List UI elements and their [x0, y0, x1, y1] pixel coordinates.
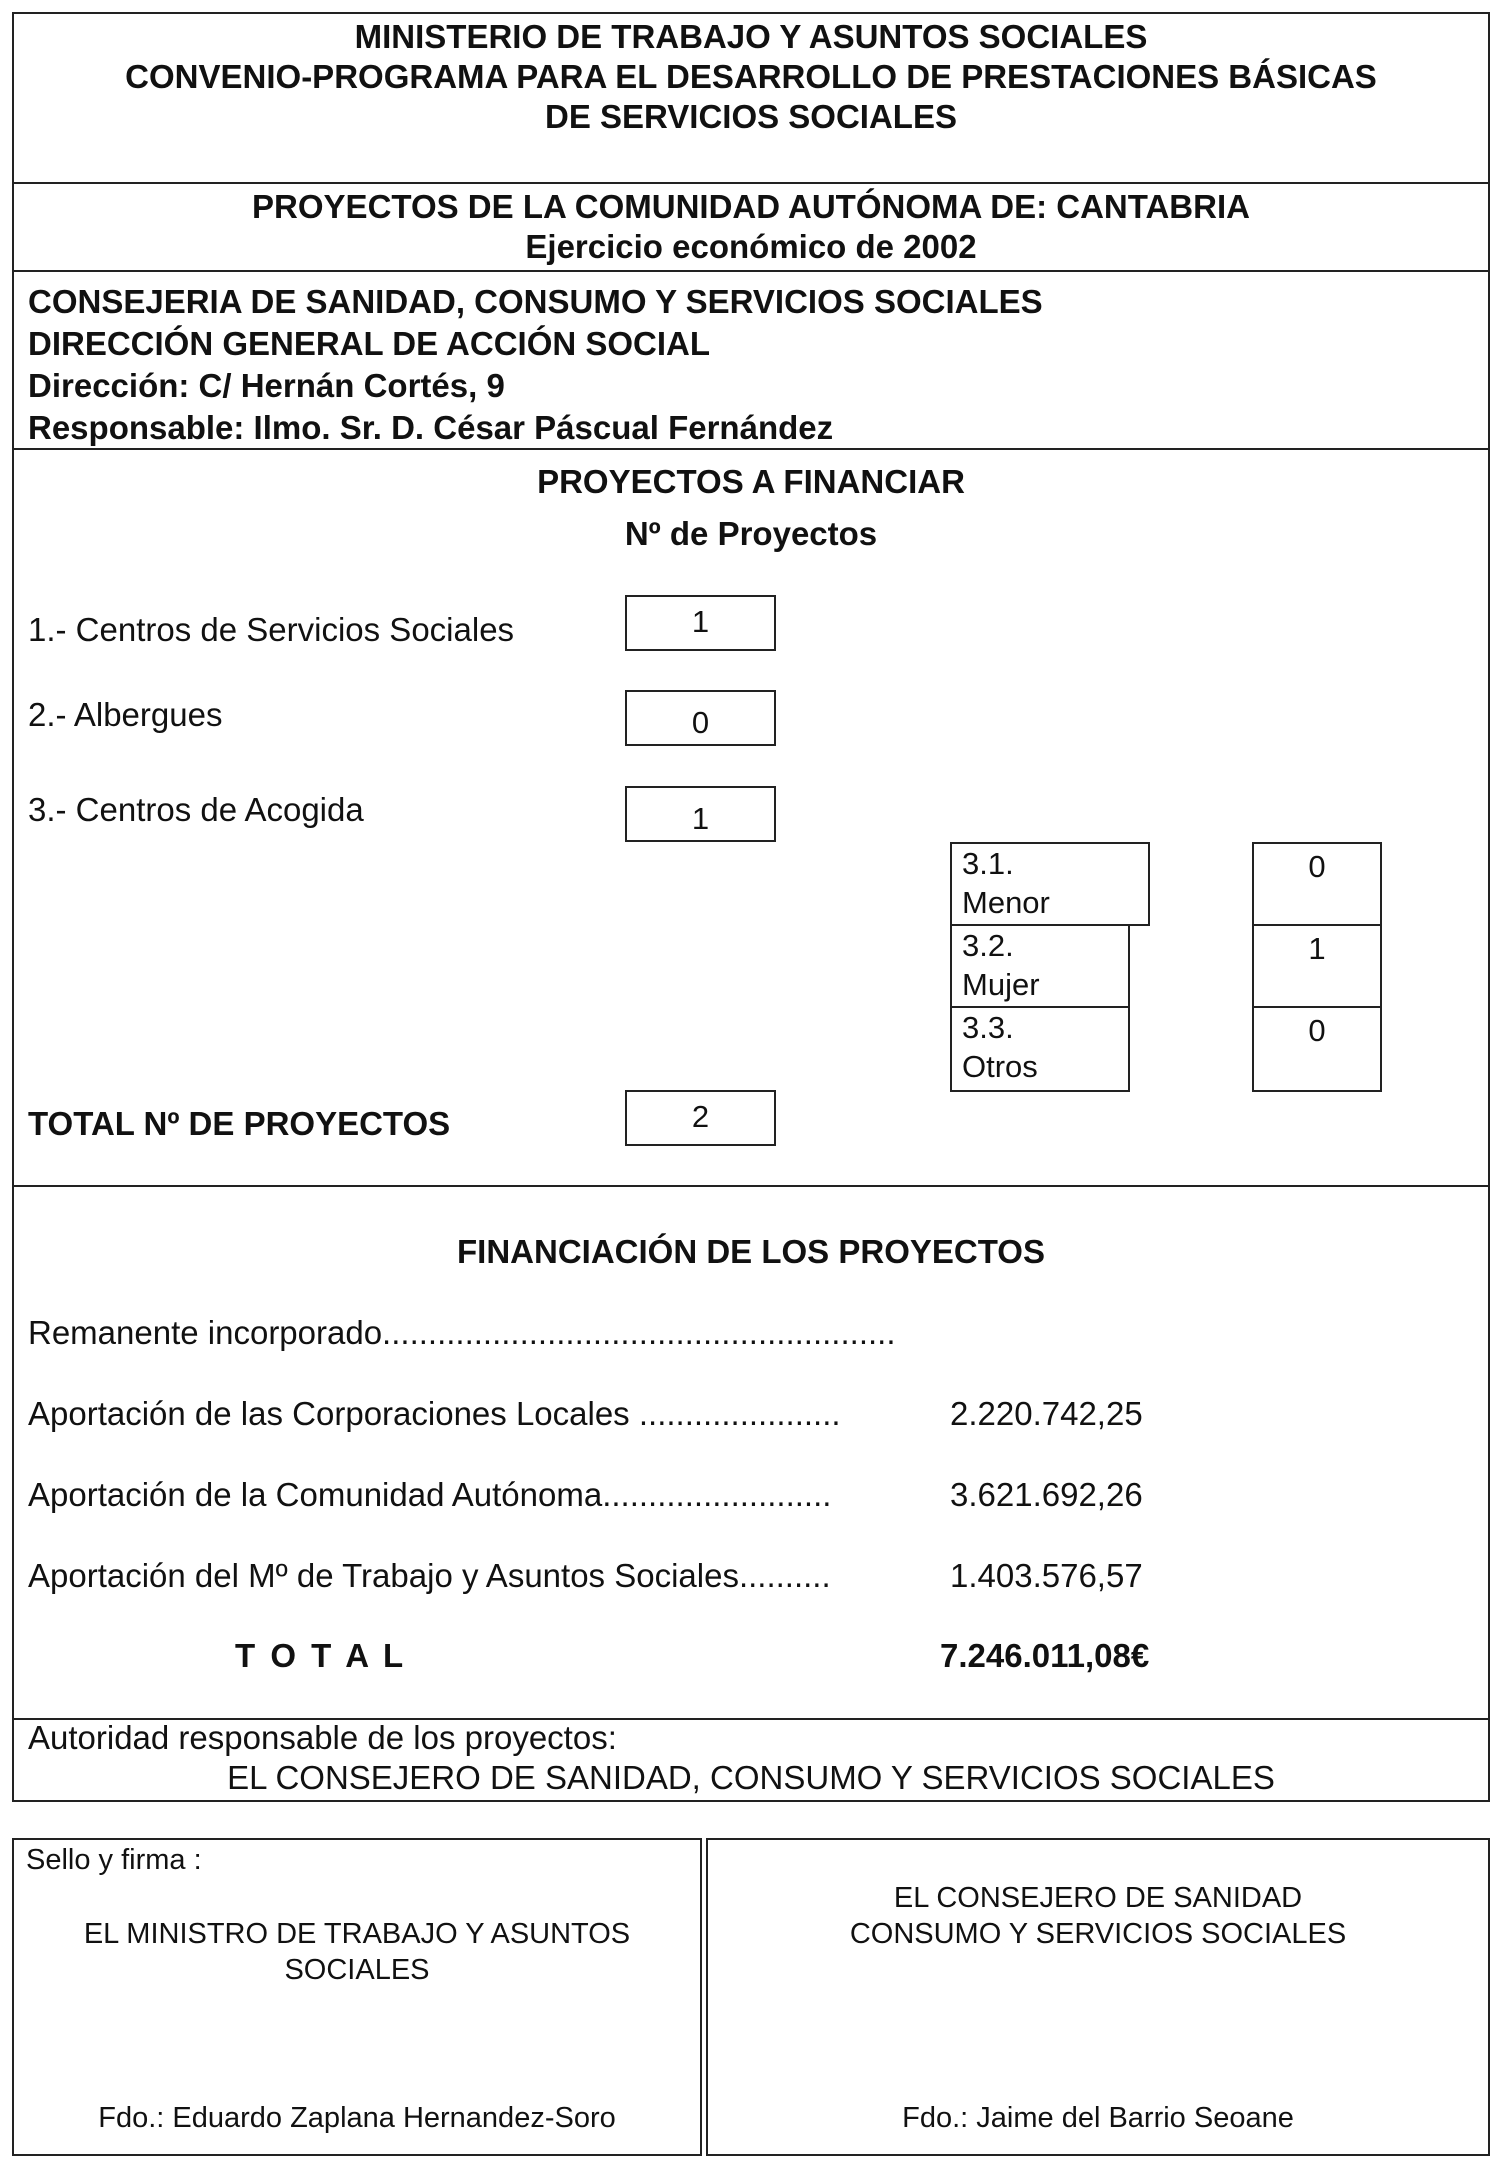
sub-item-label	[950, 842, 1150, 926]
minister-title-line: SOCIALES	[284, 1954, 430, 1986]
financing-title: FINANCIACIÓN DE LOS PROYECTOS	[457, 1233, 1045, 1270]
responsible: Responsable: Ilmo. Sr. D. César Páscual Fernández	[28, 409, 834, 446]
financing-total-label: T O T A L	[235, 1637, 407, 1674]
total-projects-label: TOTAL Nº DE PROYECTOS	[28, 1105, 451, 1142]
authority-name: EL CONSEJERO DE SANIDAD, CONSUMO Y SERVICIOS SOCIALES	[227, 1759, 1275, 1796]
project-item-value: 0	[625, 690, 776, 746]
sub-item-value: 0	[1252, 842, 1382, 926]
consejero-signer: Fdo.: Jaime del Barrio Seoane	[902, 2102, 1294, 2134]
minister-title-line: EL MINISTRO DE TRABAJO Y ASUNTOS	[83, 1918, 631, 1950]
authority-label: Autoridad responsable de los proyectos:	[28, 1719, 617, 1756]
seal-label: Sello y firma :	[26, 1844, 202, 1876]
project-item-label: 1.- Centros de Servicios Sociales	[28, 611, 515, 648]
sub-item-code: 3.3.	[962, 1010, 1014, 1045]
sub-item-code: 3.2.	[962, 928, 1014, 963]
financing-row-label: Aportación de las Corporaciones Locales ......................	[28, 1395, 841, 1432]
sub-item-label	[950, 1006, 1130, 1092]
consejeria-name: CONSEJERIA DE SANIDAD, CONSUMO Y SERVICIOS SOCIALES	[28, 283, 1043, 320]
projects-title: PROYECTOS A FINANCIAR	[537, 463, 965, 500]
divider	[12, 448, 1490, 450]
community-title: PROYECTOS DE LA COMUNIDAD AUTÓNOMA DE: CANTABRIA	[252, 188, 1250, 225]
direccion-general: DIRECCIÓN GENERAL DE ACCIÓN SOCIAL	[28, 325, 711, 362]
divider	[12, 1185, 1490, 1187]
entity-section	[28, 282, 1468, 448]
financing-total-amount: 7.246.011,08€	[940, 1637, 1150, 1674]
financing-row-label: Aportación de la Comunidad Autónoma.........................	[28, 1476, 832, 1513]
sub-item-code: 3.1.	[962, 846, 1014, 881]
minister-title	[12, 1916, 702, 1988]
community-section	[12, 187, 1490, 267]
financing-row-amount: 2.220.742,25	[950, 1395, 1143, 1432]
total-projects-value: 2	[625, 1090, 776, 1146]
header-line-2: CONVENIO-PROGRAMA PARA EL DESARROLLO DE PRESTACIONES BÁSICAS	[125, 58, 1377, 95]
consejero-title	[706, 1880, 1490, 1952]
sub-item-value: 1	[1252, 924, 1382, 1008]
minister-signer: Fdo.: Eduardo Zaplana Hernandez-Soro	[98, 2102, 616, 2134]
sub-item-name: Otros	[962, 1049, 1038, 1084]
financing-row-label: Aportación del Mº de Trabajo y Asuntos Sociales..........	[28, 1557, 831, 1594]
fiscal-year: Ejercicio económico de 2002	[525, 228, 977, 265]
header-line-1: MINISTERIO DE TRABAJO Y ASUNTOS SOCIALES	[354, 18, 1148, 55]
project-item-label: 3.- Centros de Acogida	[28, 791, 364, 828]
divider	[12, 270, 1490, 272]
sub-item-name: Menor	[962, 885, 1050, 920]
project-item-value: 1	[625, 786, 776, 842]
projects-count-heading: Nº de Proyectos	[624, 515, 878, 552]
sub-item-name: Mujer	[962, 967, 1040, 1002]
divider	[12, 182, 1490, 184]
financing-row-amount: 1.403.576,57	[950, 1557, 1143, 1594]
financing-row-label: Remanente incorporado........................................................	[28, 1314, 896, 1351]
sub-item-value: 0	[1252, 1006, 1382, 1092]
sub-item-label	[950, 924, 1130, 1008]
header-line-3: DE SERVICIOS SOCIALES	[545, 98, 957, 135]
consejero-title-line: EL CONSEJERO DE SANIDAD	[893, 1882, 1303, 1914]
consejero-title-line: CONSUMO Y SERVICIOS SOCIALES	[849, 1918, 1347, 1950]
project-item-label: 2.- Albergues	[28, 696, 223, 733]
project-item-value: 1	[625, 595, 776, 651]
address: Dirección: C/ Hernán Cortés, 9	[28, 367, 505, 404]
document-header	[12, 17, 1490, 137]
financing-row-amount: 3.621.692,26	[950, 1476, 1143, 1513]
